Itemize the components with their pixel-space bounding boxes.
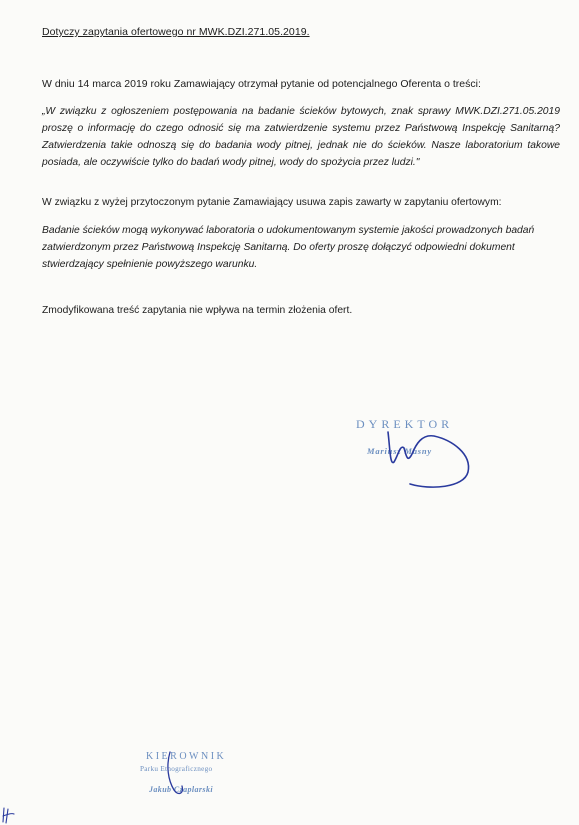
intro-paragraph: W dniu 14 marca 2019 roku Zamawiający otrzymał pytanie od potencjalnego Oferenta o treści: [42,78,481,90]
head-stamp-name: Jakub Czaplarski [149,785,213,794]
subject-line: Dotyczy zapytania ofertowego nr MWK.DZI.271.05.2019. [42,26,310,38]
head-signature [150,746,210,806]
director-stamp-name: Mariusz Masny [367,446,432,456]
director-stamp-title: DYREKTOR [356,417,454,431]
corner-initials [0,804,18,825]
removed-requirement: Badanie ścieków mogą wykonywać laboratoria o udokumentowanym systemie jakości prowadzonych badań zatwierdzonym przez Państwową Inspekcję Sanitarną. Do oferty proszę dołączyć odpowiedni dokument stwierdzający spełnienie powyższego warunku. [42,225,535,270]
final-note: Zmodyfikowana treść zapytania nie wpływa na termin złożenia ofert. [42,305,353,316]
head-stamp-title: KIEROWNIK [146,751,227,762]
response-intro: W związku z wyżej przytoczonym pytanie Zamawiający usuwa zapis zawarty w zapytaniu ofertowym: [42,197,502,208]
director-signature [360,418,480,496]
quoted-question: „W związku z ogłoszeniem postępowania na badanie ścieków bytowych, znak sprawy MWK.DZI.271.05.2019 proszę o informację do czego odnosić się ma zatwierdzenie systemu przez Państwową Inspekcję Sanitarną? Zatwierdzenia takie odnoszą się do badania wody pitnej, jednak nie do ścieków. Nasze laboratorium takowe posiada, ale oczywiście tylko do badań wody pitnej, wody do spożycia przez ludzi." [42,106,560,168]
head-stamp-unit: Parku Etnograficznego [140,765,213,773]
